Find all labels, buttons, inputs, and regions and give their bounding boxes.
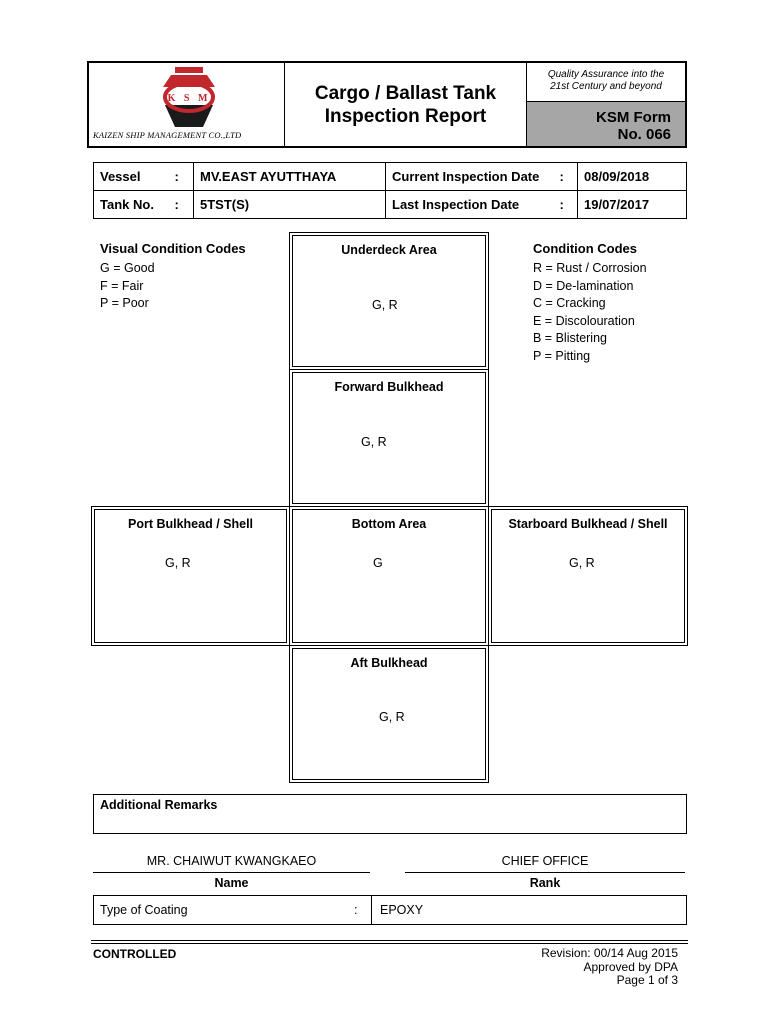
bottom-title: Bottom Area bbox=[351, 517, 427, 531]
revision-block bbox=[541, 947, 678, 988]
underdeck-area-box bbox=[289, 232, 489, 370]
remarks-label: Additional Remarks bbox=[100, 798, 218, 812]
underdeck-title: Underdeck Area bbox=[341, 243, 437, 257]
rank-underline bbox=[405, 872, 685, 873]
last-date-value: 19/07/2017 bbox=[578, 191, 687, 219]
code-item: D = De-lamination bbox=[533, 278, 634, 293]
form-header bbox=[87, 61, 687, 148]
vessel-info-table bbox=[93, 162, 687, 219]
qa-line-2: 21st Century and beyond bbox=[550, 81, 662, 92]
aft-title: Aft Bulkhead bbox=[350, 656, 428, 670]
tank-label: Tank No. bbox=[94, 191, 169, 219]
rank-label: Rank bbox=[529, 876, 561, 890]
last-date-label: Last Inspection Date bbox=[386, 191, 554, 219]
coating-value: EPOXY bbox=[380, 903, 424, 917]
code-item: B = Blistering bbox=[533, 331, 607, 345]
visual-condition-codes bbox=[100, 241, 246, 313]
quality-assurance-text bbox=[527, 63, 685, 101]
company-name: KAIZEN SHIP MANAGEMENT CO.,LTD bbox=[93, 130, 242, 140]
title-line-2: Inspection Report bbox=[324, 105, 487, 127]
port-title: Port Bulkhead / Shell bbox=[127, 517, 254, 531]
colon: : bbox=[169, 191, 194, 219]
condition-codes bbox=[533, 241, 647, 365]
starboard-bulkhead-box bbox=[488, 506, 688, 646]
code-item: G = Good bbox=[100, 261, 155, 275]
code-item: P = Poor bbox=[100, 296, 149, 310]
form-number bbox=[527, 101, 685, 146]
additional-remarks-box bbox=[93, 794, 687, 834]
coating-label: Type of Coating bbox=[100, 903, 188, 917]
current-date-value: 08/09/2018 bbox=[578, 163, 687, 191]
vessel-label: Vessel bbox=[94, 163, 169, 191]
table-row bbox=[94, 191, 687, 219]
aft-value: G, R bbox=[379, 710, 405, 724]
code-item: C = Cracking bbox=[533, 296, 606, 310]
footer-rule bbox=[91, 943, 688, 944]
footer-rule bbox=[91, 940, 688, 941]
vessel-value: MV.EAST AYUTTHAYA bbox=[194, 163, 386, 191]
coating-row bbox=[93, 895, 687, 925]
port-bulkhead-box bbox=[91, 506, 290, 646]
qa-line-1: Quality Assurance into the bbox=[547, 69, 665, 80]
bottom-value: G bbox=[373, 556, 383, 570]
condition-codes-title: Condition Codes bbox=[533, 241, 637, 256]
inspector-rank: CHIEF OFFICE bbox=[501, 854, 589, 868]
form-line-2: No. 066 bbox=[617, 126, 671, 143]
name-underline bbox=[93, 872, 370, 873]
ksm-logo bbox=[159, 65, 219, 129]
title-line-1: Cargo / Ballast Tank bbox=[314, 82, 497, 104]
coating-divider bbox=[371, 896, 372, 924]
forward-title: Forward Bulkhead bbox=[334, 380, 444, 394]
table-row bbox=[94, 163, 687, 191]
report-title bbox=[285, 63, 527, 146]
forward-value: G, R bbox=[361, 435, 387, 449]
forward-bulkhead-box bbox=[289, 369, 489, 507]
form-line-1: KSM Form bbox=[596, 109, 671, 126]
code-item: R = Rust / Corrosion bbox=[533, 261, 647, 275]
approved-text: Approved by DPA bbox=[583, 959, 678, 974]
starboard-value: G, R bbox=[569, 556, 595, 570]
coating-colon: : bbox=[354, 903, 358, 917]
aft-bulkhead-box bbox=[289, 645, 489, 783]
controlled-label: CONTROLLED bbox=[93, 947, 177, 961]
bottom-area-box bbox=[289, 506, 489, 646]
visual-codes-title: Visual Condition Codes bbox=[100, 241, 246, 256]
name-label: Name bbox=[214, 876, 249, 890]
colon: : bbox=[554, 191, 578, 219]
inspector-name: MR. CHAIWUT KWANGKAEO bbox=[146, 854, 317, 868]
colon: : bbox=[554, 163, 578, 191]
port-value: G, R bbox=[165, 556, 191, 570]
colon: : bbox=[169, 163, 194, 191]
logo-cell bbox=[89, 63, 285, 146]
code-item: P = Pitting bbox=[533, 348, 591, 363]
underdeck-value: G, R bbox=[372, 298, 398, 312]
svg-text:K S M: K S M bbox=[167, 93, 211, 104]
code-item: E = Discolouration bbox=[533, 313, 635, 328]
current-date-label: Current Inspection Date bbox=[386, 163, 554, 191]
revision-text: Revision: 00/14 Aug 2015 bbox=[541, 946, 678, 960]
starboard-title: Starboard Bulkhead / Shell bbox=[508, 517, 668, 531]
page-number: Page 1 of 3 bbox=[616, 973, 678, 987]
code-item: F = Fair bbox=[100, 278, 144, 293]
tank-value: 5TST(S) bbox=[194, 191, 386, 219]
